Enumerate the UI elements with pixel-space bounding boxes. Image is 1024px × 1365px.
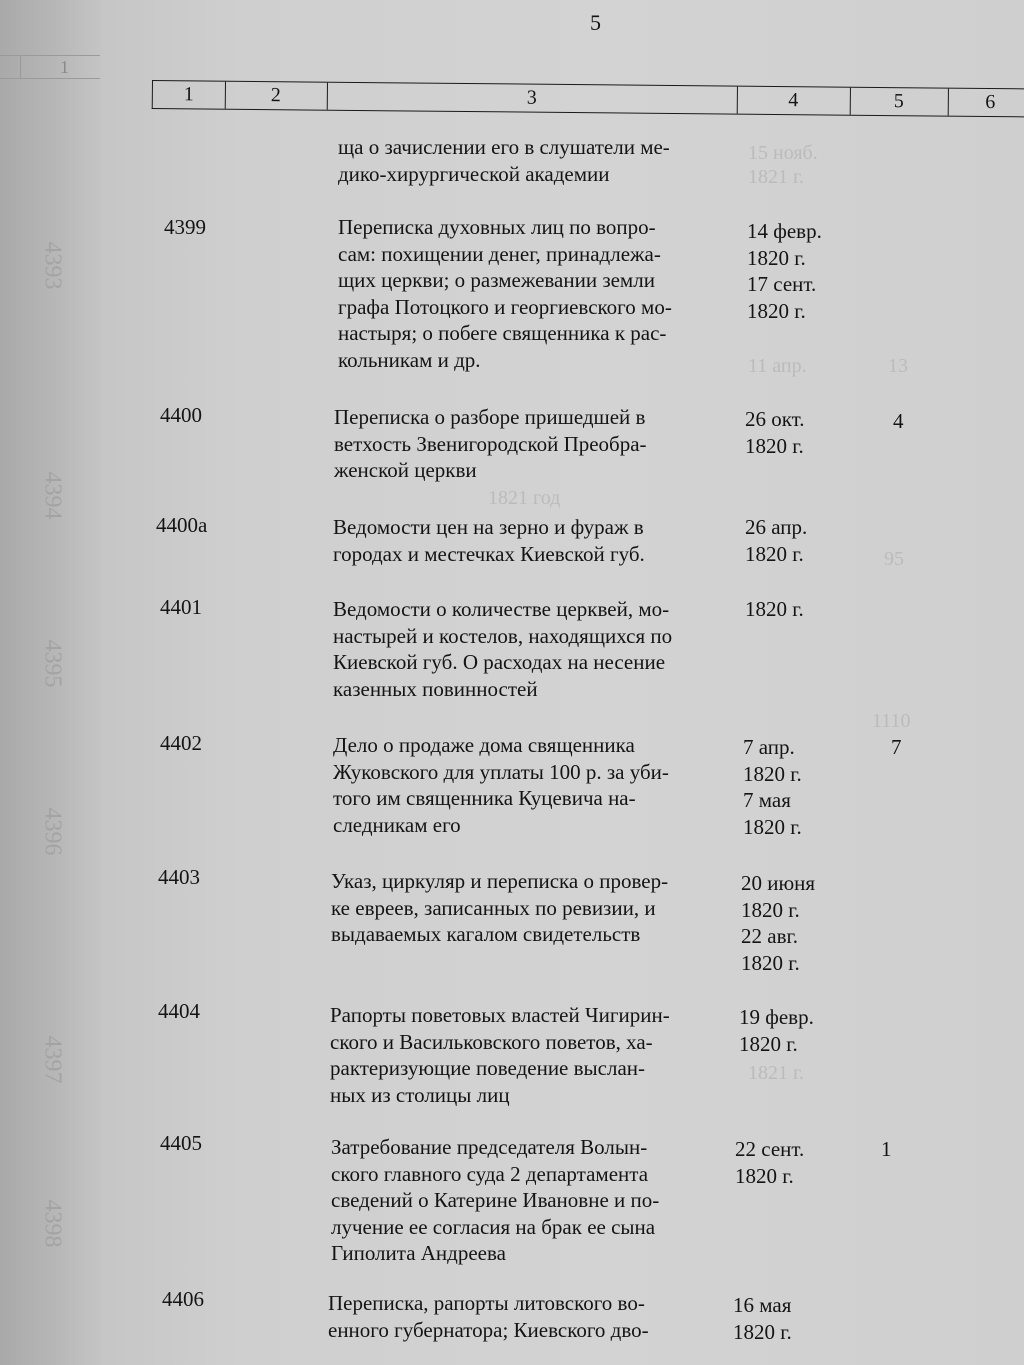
date-line: 1820 г. [745, 597, 804, 621]
text-line: Киевской губ. О расходах на несение [333, 650, 666, 674]
header-col-3: 3 [327, 83, 738, 114]
date-line: 22 сент. [735, 1137, 805, 1161]
entry-dates [735, 1136, 804, 1189]
text-line: Ведомости цен на зерно и фураж в [333, 515, 644, 539]
text-line: Переписка о разборе пришедшей в [334, 405, 646, 429]
text-line: Указ, циркуляр и переписка о провер- [331, 869, 669, 893]
entry-dates [743, 734, 802, 840]
text-line: настыря; о побеге священника к рас- [338, 321, 667, 345]
date-line: 26 апр. [745, 515, 808, 539]
bleed-through-text: 13 [888, 355, 908, 377]
entry-dates [739, 1004, 814, 1057]
date-line: 7 апр. [743, 735, 795, 759]
text-line: сам: похищении денег, принадлежа- [338, 241, 661, 266]
date-line: 14 февр. [747, 219, 822, 243]
previous-page-col1-label: 1 [60, 57, 69, 77]
entry-description [333, 514, 645, 567]
date-line: 1820 г. [747, 298, 806, 323]
date-line: 26 окт. [745, 407, 805, 431]
text-line: енного губернатора; Киевского дво- [328, 1317, 649, 1342]
text-line: городах и местечках Киевской губ. [333, 541, 645, 566]
date-line: 17 сент. [747, 272, 817, 296]
date-line: 22 авг. [741, 924, 798, 948]
entry-dates [733, 1292, 792, 1345]
text-line: Гиполита Андреева [331, 1241, 506, 1265]
text-line: Переписка, рапорты литовского во- [328, 1291, 645, 1315]
date-line: 1820 г. [747, 245, 806, 270]
entry-number: 4399 [164, 215, 206, 239]
entry-quantity: 4 [893, 409, 904, 433]
text-line: ского и Васильковского поветов, ха- [330, 1029, 653, 1054]
text-line: казенных повинностей [333, 676, 538, 701]
bleed-through-text: 15 нояб. [748, 142, 818, 164]
entry-number: 4402 [160, 731, 202, 755]
text-line: Дело о продаже дома священника [333, 733, 635, 757]
text-line: ского главного суда 2 департамента [331, 1161, 649, 1186]
margin-number: 4394 [39, 471, 66, 520]
bleed-through-text: 1821 г. [748, 166, 804, 188]
entry-description [330, 1002, 670, 1108]
margin-number: 4393 [39, 241, 66, 290]
bleed-through-text: 11 апр. [748, 355, 807, 377]
text-line: Рапорты поветовых властей Чигирин- [330, 1003, 670, 1027]
text-line: настырей и костелов, находящихся по [333, 623, 673, 648]
text-line: ке евреев, записанных по ревизии, и [331, 895, 656, 920]
date-line: 1820 г. [745, 541, 804, 566]
entry-number: 4404 [158, 999, 200, 1023]
text-line: ных из столицы лиц [330, 1082, 510, 1107]
entry-number: 4405 [160, 1131, 202, 1155]
bleed-through-text: 1110 [872, 710, 911, 732]
date-line: 1820 г. [743, 814, 802, 839]
margin-number: 4395 [39, 639, 66, 688]
date-line: 1820 г. [745, 433, 804, 458]
continuation-text [338, 134, 670, 187]
text-line: Затребование председателя Волын- [331, 1135, 648, 1159]
entry-dates [745, 406, 805, 459]
margin-number: 4396 [39, 807, 66, 856]
bleed-through-text: 1821 г. [748, 1062, 804, 1084]
text-line: Переписка духовных лиц по вопро- [338, 215, 656, 239]
text-line: сведений о Катерине Ивановне и по- [331, 1188, 660, 1212]
text-line: следникам его [333, 812, 461, 837]
header-col-2: 2 [225, 82, 328, 110]
text-line: Жуковского для уплаты 100 р. за уби- [333, 759, 669, 784]
date-line: 1820 г. [735, 1163, 794, 1188]
entry-number: 4406 [162, 1287, 204, 1311]
previous-page-header-fragment [0, 55, 100, 79]
text-line: кольникам и др. [338, 347, 481, 372]
header-col-4: 4 [737, 87, 851, 115]
entry-quantity: 1 [881, 1137, 892, 1161]
previous-page-divider [20, 56, 21, 78]
header-col-6: 6 [948, 89, 1024, 117]
entry-description [334, 404, 647, 484]
date-line: 19 февр. [739, 1005, 814, 1029]
entry-description [331, 868, 668, 948]
text-line: дико-хирургической академии [338, 161, 610, 186]
entry-dates [747, 218, 822, 324]
text-line: ветхость Звенигородской Преобра- [334, 431, 647, 456]
date-line: 1820 г. [743, 761, 802, 786]
date-line: 1820 г. [733, 1319, 792, 1344]
margin-number: 4398 [39, 1199, 66, 1248]
text-line: женской церкви [334, 458, 477, 482]
entry-dates [741, 870, 815, 976]
text-line: графа Потоцкого и георгиевского мо- [338, 294, 672, 319]
entry-description [333, 732, 669, 838]
header-col-1: 1 [153, 81, 226, 109]
margin-number: 4397 [39, 1035, 66, 1084]
date-line: 20 июня [741, 871, 816, 895]
entry-number: 4400а [156, 513, 208, 537]
entry-number: 4400 [160, 403, 202, 427]
entry-description [338, 214, 672, 373]
date-line: 1820 г. [741, 950, 800, 975]
entry-description [333, 596, 672, 702]
date-line: 1820 г. [741, 897, 800, 922]
text-line: Ведомости о количестве церквей, мо- [333, 597, 670, 621]
text-line: щих церкви; о размежевании земли [338, 268, 655, 292]
text-line: ща о зачислении его в слушатели ме- [338, 135, 670, 159]
entry-description [331, 1134, 659, 1267]
text-line: лучение ее согласия на брак ее сына [331, 1214, 656, 1239]
page-number: 5 [590, 10, 601, 35]
entry-number: 4403 [158, 865, 200, 889]
entry-quantity: 7 [891, 735, 902, 759]
header-col-5: 5 [850, 88, 949, 116]
entry-dates [745, 514, 807, 567]
text-line: рактеризующие поведение выслан- [330, 1056, 646, 1080]
entry-number: 4401 [160, 595, 202, 619]
text-line: того им священника Куцевича на- [333, 786, 636, 810]
date-line: 1820 г. [739, 1031, 798, 1056]
text-line: выдаваемых кагалом свидетельств [331, 922, 641, 946]
date-line: 16 мая [733, 1293, 792, 1317]
entry-description [328, 1290, 649, 1343]
table-header-row [152, 80, 1024, 117]
date-line: 7 мая [743, 788, 791, 812]
entry-dates [745, 596, 804, 623]
bleed-through-section: 1821 год [488, 487, 561, 509]
bleed-through-text: 95 [884, 548, 904, 570]
